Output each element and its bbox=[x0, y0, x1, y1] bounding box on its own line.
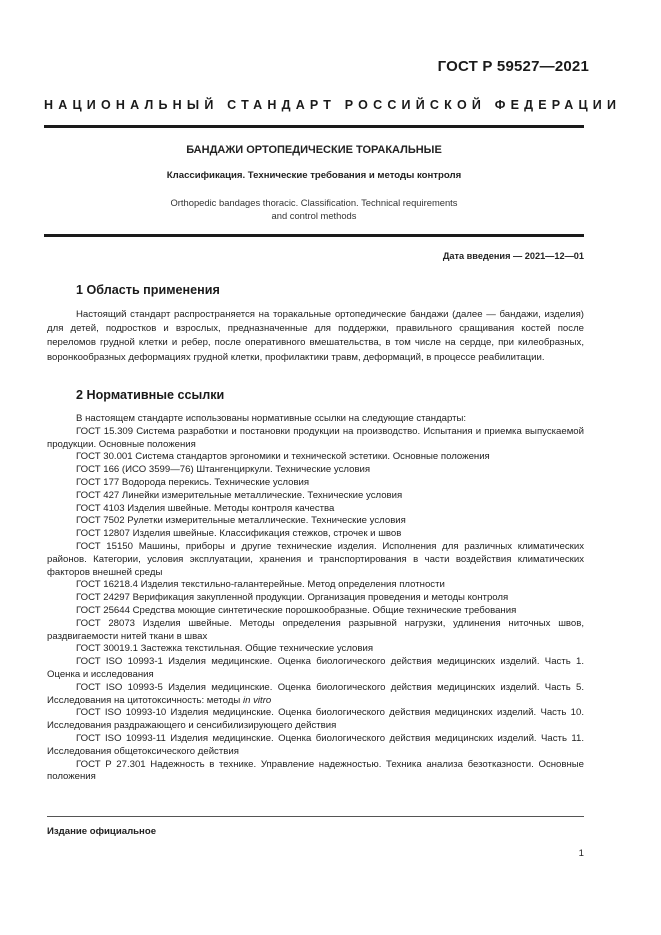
reference-text: ГОСТ ISO 10993-5 Изделия медицинские. Оценка биологического действия медицинских изделий. Часть 5. Исследования на цитотоксичность: методы bbox=[47, 681, 584, 706]
reference-item-iso-10993-5 bbox=[47, 682, 584, 708]
reference-item: ГОСТ ISO 10993-1 Изделия медицинские. Оценка биологического действия медицинских изделий. Часть 1. Оценка и исследования bbox=[47, 656, 584, 680]
header-rule-top bbox=[44, 125, 584, 128]
normative-references bbox=[47, 413, 584, 784]
references-intro: В настоящем стандарте использованы нормативные ссылки на следующие стандарты: bbox=[76, 413, 467, 424]
reference-item: ГОСТ 16218.4 Изделия текстильно-галантерейные. Метод определения плотности bbox=[76, 579, 445, 591]
reference-item: ГОСТ 427 Линейки измерительные металлические. Технические условия bbox=[76, 489, 403, 501]
reference-item: ГОСТ 30019.1 Застежка текстильная. Общие технические условия bbox=[76, 643, 374, 655]
reference-item: ГОСТ ISO 10993-11 Изделия медицинские. Оценка биологического действия медицинских изделий. Часть 11. Исследования общетоксического действия bbox=[47, 732, 584, 757]
official-edition-label: Издание официальное bbox=[47, 826, 157, 837]
reference-item: ГОСТ 25644 Средства моющие синтетические порошкообразные. Общие технические требования bbox=[76, 604, 517, 616]
reference-item: ГОСТ 12807 Изделия швейные. Классификация стежков, строчек и швов bbox=[76, 528, 402, 540]
section-1-heading: 1 Область применения bbox=[76, 283, 220, 297]
document-title: БАНДАЖИ ОРТОПЕДИЧЕСКИЕ ТОРАКАЛЬНЫЕ bbox=[186, 144, 442, 156]
reference-item: ГОСТ 4103 Изделия швейные. Методы контроля качества bbox=[76, 502, 335, 514]
section-2-heading: 2 Нормативные ссылки bbox=[76, 388, 225, 402]
reference-item: ГОСТ 177 Водорода перекись. Технические условия bbox=[76, 476, 310, 488]
introduction-date: Дата введения — 2021—12—01 bbox=[442, 251, 584, 261]
reference-italic-term: in vitro bbox=[242, 694, 272, 706]
section-1-text: Настоящий стандарт распространяется на торакальные ортопедические бандажи (далее — бандажи, изделия) для детей, подростков и взрослых, предназначенные для поддержки, правильного сращивания костей после переломов грудной клетки и ребер, после оперативного вмешательства, в том числе на сердце, при килеобразных, воронкообразных деформациях грудной клетки, профилактики травм, деформаций, в процессе реабилитации. bbox=[47, 309, 584, 363]
english-title-line-2: and control methods bbox=[271, 210, 357, 221]
reference-item: ГОСТ 30.001 Система стандартов эргономики и технической эстетики. Основные положения bbox=[76, 451, 490, 463]
reference-item: ГОСТ 166 (ИСО 3599—76) Штангенциркули. Технические условия bbox=[76, 464, 371, 476]
national-standard-header: НАЦИОНАЛЬНЫЙ СТАНДАРТ РОССИЙСКОЙ ФЕДЕРАЦИИ bbox=[44, 98, 622, 112]
reference-item: ГОСТ 15150 Машины, приборы и другие технические изделия. Исполнения для различных климатических районов. Категории, условия эксплуатации, хранения и транспортирования в части воздействия климатических факторов внешней среды bbox=[47, 540, 584, 578]
reference-item: ГОСТ 24297 Верификация закупленной продукции. Организация проведения и методы контроля bbox=[76, 592, 509, 604]
english-title-line-1: Orthopedic bandages thoracic. Classification. Technical requirements bbox=[170, 197, 458, 208]
reference-item: ГОСТ 28073 Изделия швейные. Методы определения разрывной нагрузки, удлинения ниточных швов, раздвигаемости нитей ткани в швах bbox=[47, 617, 584, 642]
page-number: 1 bbox=[578, 848, 584, 859]
reference-item: ГОСТ 15.309 Система разработки и постановки продукции на производство. Испытания и приемка выпускаемой продукции. Основные положения bbox=[47, 425, 584, 450]
english-title bbox=[44, 196, 584, 222]
header-rule-bottom bbox=[44, 234, 584, 237]
document-subtitle: Классификация. Технические требования и методы контроля bbox=[166, 170, 462, 181]
reference-item: ГОСТ 7502 Рулетки измерительные металлические. Технические условия bbox=[76, 515, 406, 527]
reference-item: ГОСТ ISO 10993-10 Изделия медицинские. Оценка биологического действия медицинских изделий. Часть 10. Исследования раздражающего и сенсибилизирующего действия bbox=[47, 707, 584, 732]
footer-rule bbox=[47, 816, 584, 817]
reference-item: ГОСТ Р 27.301 Надежность в технике. Управление надежностью. Техника анализа безотказности. Основные положения bbox=[47, 758, 584, 783]
document-number: ГОСТ Р 59527—2021 bbox=[437, 58, 589, 75]
